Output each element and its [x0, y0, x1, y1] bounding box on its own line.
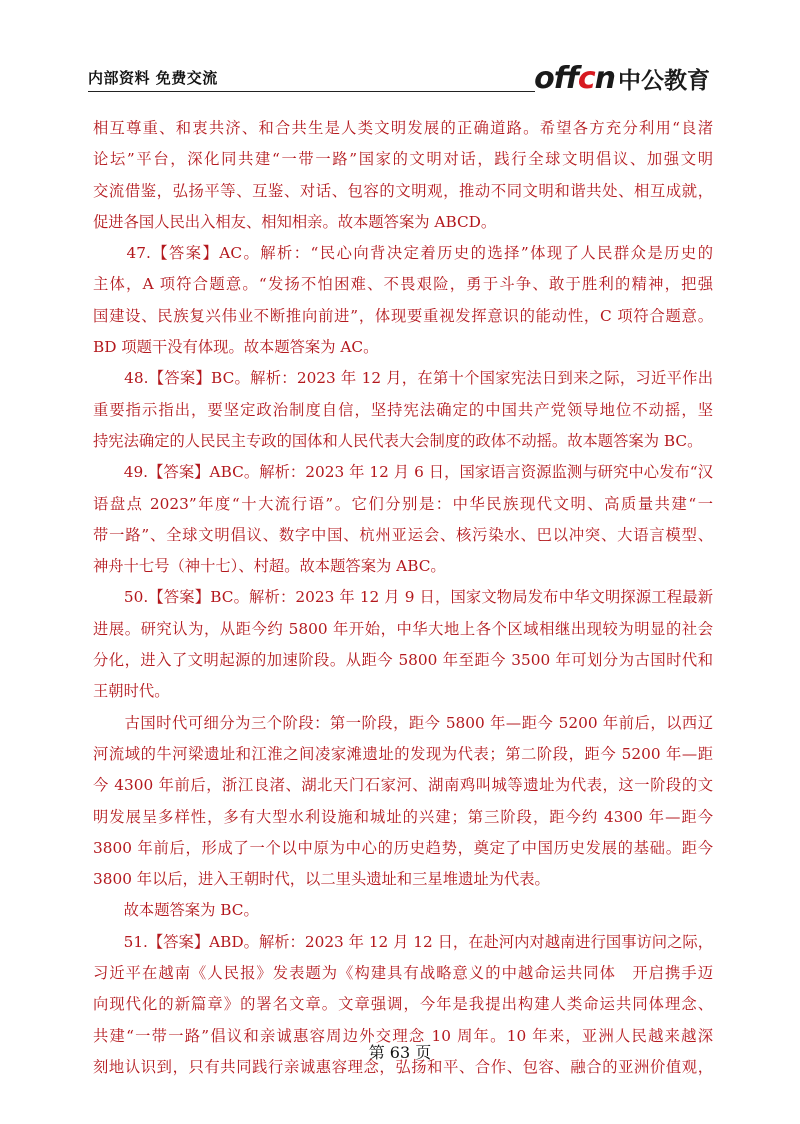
header-label: 内部资料 免费交流: [88, 69, 218, 87]
text-line: 带一路”、全球文明倡议、数字中国、杭州亚运会、核污染水、巴以冲突、大语言模型、: [93, 525, 713, 544]
text-line: 主体，A 项符合题意。“发扬不怕困难、不畏艰险，勇于斗争、敢于胜利的精神，把强: [93, 275, 713, 294]
text-line: 向现代化的新篇章》的署名文章。文章强调，今年是我提出构建人类命运共同体理念、: [93, 995, 713, 1014]
text-line: 故本题答案为 BC。: [93, 901, 259, 920]
text-line: 47.【答案】AC。解析：“民心向背决定着历史的选择”体现了人民群众是历史的: [93, 244, 713, 263]
paragraph: [93, 238, 713, 363]
text-line: 语盘点 2023”年度“十大流行语”。它们分别是：中华民族现代文明、高质量共建“一: [93, 494, 713, 513]
text-line: 3800 年前后，形成了一个以中原为中心的历史趋势，奠定了中国历史发展的基础。距今: [93, 838, 713, 857]
text-line: 51.【答案】ABD。解析：2023 年 12 月 12 日，在赴河内对越南进行国事访问之际，: [93, 932, 713, 951]
text-line: 49.【答案】ABC。解析：2023 年 12 月 6 日，国家语言资源监测与研究中心发布“汉: [93, 463, 713, 482]
text-line: 河流域的牛河梁遗址和江淮之间凌家滩遗址的发现为代表；第二阶段，距今 5200 年—距: [93, 744, 713, 763]
text-line: 分化，进入了文明起源的加速阶段。从距今 5800 年至距今 3500 年可划分为古国时代和: [93, 651, 713, 670]
text-line: 重要指示指出，要坚定政治制度自信，坚持宪法确定的中国共产党领导地位不动摇，坚: [93, 400, 713, 419]
text-line: 今 4300 年前后，浙江良渚、湖北天门石家河、湖南鸡叫城等遗址为代表，这一阶段的文: [93, 776, 713, 795]
logo-chinese-name: 中公教育: [618, 68, 710, 94]
text-line: 古国时代可细分为三个阶段：第一阶段，距今 5800 年—距今 5200 年前后，以西辽: [93, 713, 713, 732]
text-line: 进展。研究认为，从距今约 5800 年开始，中华大地上各个区域相继出现较为明显的社会: [93, 619, 713, 638]
text-line: BD 项题干没有体现。故本题答案为 AC。: [93, 338, 379, 357]
text-line: 促进各国人民出入相友、相知相亲。故本题答案为 ABCD。: [93, 212, 497, 231]
paragraph: [93, 708, 713, 896]
text-line: 习近平在越南《人民报》发表题为《构建具有战略意义的中越命运共同体 开启携手迈: [93, 964, 713, 983]
text-line: 共建“一带一路”倡议和亲诚惠容周边外交理念 10 周年。10 年来，亚洲人民越来越深: [93, 1026, 713, 1045]
text-line: 48.【答案】BC。解析：2023 年 12 月，在第十个国家宪法日到来之际，习近平作出: [93, 369, 713, 388]
text-line: 交流借鉴，弘扬平等、互鉴、对话、包容的文明观，推动不同文明和谐共处、相互成就，: [93, 181, 713, 200]
text-line: 国建设、民族复兴伟业不断推向前进”，体现要重视发挥意识的能动性，C 项符合题意。: [93, 306, 713, 325]
text-line: 3800 年以后，进入王朝时代，以二里头遗址和三星堆遗址为代表。: [93, 870, 550, 889]
logo-wordmark: offcn: [534, 61, 615, 96]
text-line: 神舟十七号（神十七）、村超。故本题答案为 ABC。: [93, 557, 446, 576]
answer-explanations: [93, 113, 713, 1083]
header-rule: [88, 91, 535, 93]
page-number: 第 63 页: [368, 1043, 432, 1062]
text-line: 50.【答案】BC。解析：2023 年 12 月 9 日，国家文物局发布中华文明探源工程最新: [93, 588, 713, 607]
page-header: [88, 61, 710, 96]
text-line: 明发展呈多样性，多有大型水利设施和城址的兴建；第三阶段，距今约 4300 年—距今: [93, 807, 713, 826]
paragraph: [93, 457, 713, 582]
paragraph: [93, 113, 713, 238]
text-line: 王朝时代。: [93, 682, 170, 701]
text-line: 相互尊重、和衷共济、和合共生是人类文明发展的正确道路。希望各方充分利用“良渚: [93, 119, 713, 137]
paragraph: [93, 895, 713, 926]
text-line: 论坛”平台，深化同共建“一带一路”国家的文明对话，践行全球文明倡议、加强文明: [93, 150, 713, 169]
text-line: 刻地认识到，只有共同践行亲诚惠容理念，弘扬和平、合作、包容、融合的亚洲价值观，: [93, 1057, 713, 1076]
paragraph: [93, 582, 713, 707]
text-line: 持宪法确定的人民民主专政的国体和人民代表大会制度的政体不动摇。故本题答案为 BC。: [93, 431, 703, 450]
offcn-logo: [534, 61, 710, 96]
paragraph: [93, 363, 713, 457]
